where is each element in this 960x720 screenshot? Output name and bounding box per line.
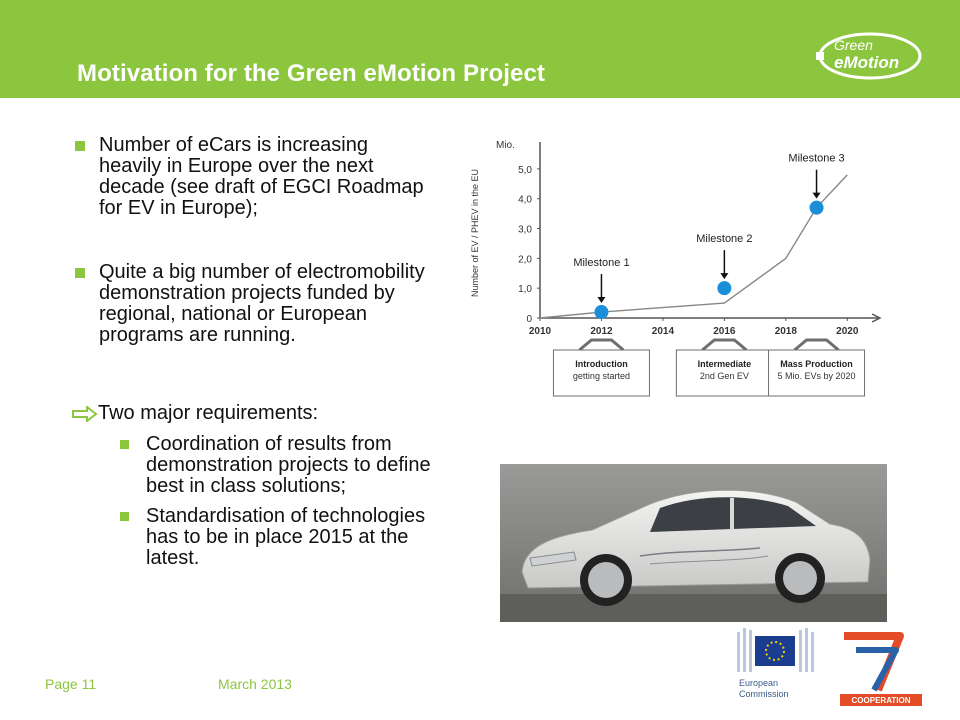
milestone-box-title: Mass Production — [780, 359, 853, 369]
milestone-label: Milestone 2 — [696, 233, 753, 246]
sub-bullet-square-icon — [120, 440, 129, 449]
y-tick-label: 1,0 — [518, 284, 532, 296]
y-axis-title: Number of EV / PHEV in the EU — [470, 168, 480, 298]
sub-bullet-text: Coordination of results from demonstration projects to define best in class solutions; — [146, 433, 431, 497]
fp7-cooperation-logo — [838, 628, 924, 706]
bullet-2 — [75, 262, 435, 346]
x-tick-label: 2020 — [836, 326, 859, 337]
arrow-down-icon — [720, 273, 728, 279]
y-tick-label: 4,0 — [518, 194, 532, 206]
bullet-text: Number of eCars is increasing heavily in Europe over the next decade (see draft of EGCI Roadmap for EV in Europe); — [99, 134, 424, 219]
sub-bullet-square-icon — [120, 512, 129, 521]
y-tick-label: 5,0 — [518, 164, 532, 176]
logo-text-top: Green — [834, 37, 873, 53]
eu-label-2: Commission — [739, 689, 789, 699]
conclusion-text: Two major requirements: — [98, 402, 319, 424]
y-tick-label: 2,0 — [518, 254, 532, 266]
box-connector — [702, 340, 746, 350]
x-tick-label: 2016 — [713, 326, 736, 337]
bullet-square-icon — [75, 141, 85, 151]
y-unit-label: Mio. — [496, 140, 515, 151]
green-emotion-logo — [812, 22, 924, 88]
ecar-photo — [500, 464, 887, 622]
arrow-down-icon — [813, 193, 821, 199]
milestone-marker — [810, 201, 824, 215]
milestone-box-subtitle: 5 Mio. EVs by 2020 — [777, 371, 856, 381]
milestone-box-title: Intermediate — [697, 359, 752, 369]
sub-bullet-2 — [122, 506, 462, 569]
logo-text-bottom: eMotion — [834, 53, 900, 72]
footer-date: March 2013 — [218, 676, 292, 692]
bullet-text: Quite a big number of electromobility demonstration projects funded by regional, national or European programs are running. — [99, 261, 425, 346]
milestone-box-subtitle: 2nd Gen EV — [699, 371, 749, 381]
european-commission-logo — [735, 626, 825, 706]
y-tick-label: 0 — [526, 314, 532, 325]
ev-roadmap-chart — [466, 128, 896, 408]
milestone-marker — [717, 281, 731, 295]
page-title: Motivation for the Green eMotion Project — [77, 60, 546, 87]
x-tick-label: 2010 — [528, 326, 552, 337]
milestone-label: Milestone 3 — [788, 152, 845, 165]
milestone-marker — [594, 305, 608, 319]
arrow-down-icon — [597, 297, 605, 303]
x-tick-label: 2012 — [590, 326, 613, 337]
x-tick-label: 2018 — [774, 326, 797, 337]
eu-label-1: European — [739, 678, 779, 688]
fp7-label: COOPERATION — [851, 696, 911, 705]
y-tick-label: 3,0 — [518, 224, 532, 236]
milestone-label: Milestone 1 — [573, 257, 630, 270]
series-line — [540, 175, 847, 318]
x-tick-label: 2014 — [651, 326, 675, 337]
sub-bullet-text: Standardisation of technologies has to be in place 2015 at the latest. — [146, 505, 426, 569]
box-connector — [795, 340, 839, 350]
arrow-right-icon — [72, 406, 98, 422]
bullet-1 — [75, 135, 435, 219]
sub-bullet-1 — [122, 434, 462, 497]
bullet-square-icon — [75, 268, 85, 278]
milestone-box-subtitle: getting started — [572, 371, 630, 381]
box-connector — [579, 340, 623, 350]
header-bar — [0, 0, 960, 98]
milestone-box-title: Introduction — [575, 359, 628, 369]
conclusion — [72, 403, 318, 424]
page-number: Page 11 — [45, 676, 97, 692]
